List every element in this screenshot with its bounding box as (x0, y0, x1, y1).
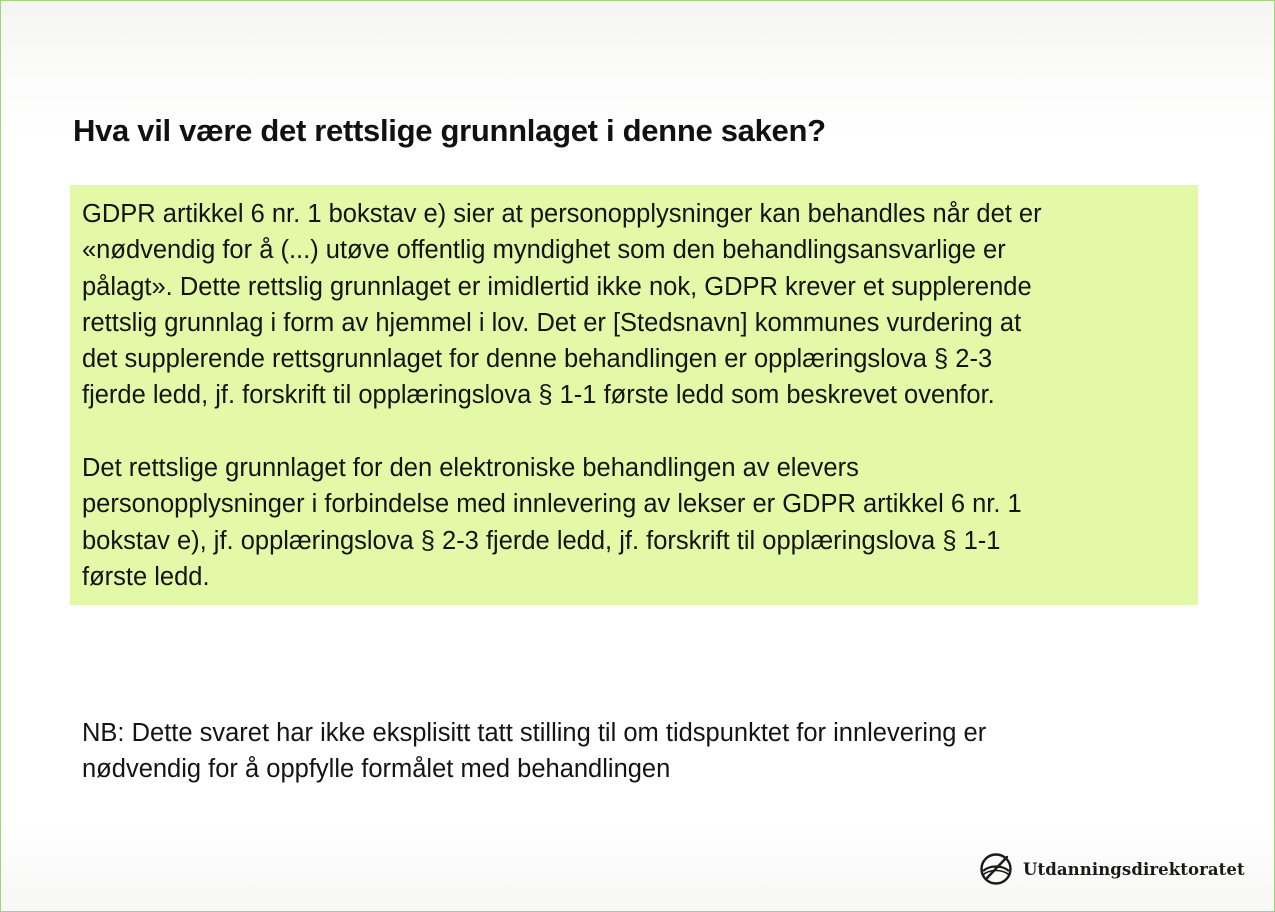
text-line: NB: Dette svaret har ikke eksplisitt tatt stilling til om tidspunktet for innlevering er (82, 719, 987, 747)
text-line: GDPR artikkel 6 nr. 1 bokstav e) sier at personopplysninger kan behandles når det er (82, 200, 1042, 228)
udir-logo-text: Utdanningsdirektoratet (1023, 859, 1245, 879)
udir-globe-icon (978, 851, 1014, 887)
text-line: første ledd. (82, 562, 210, 591)
highlight-box (70, 185, 1198, 605)
slide-title: Hva vil være det rettslige grunnlaget i denne saken? (73, 113, 826, 148)
text-line: bokstav e), jf. opplæringslova § 2-3 fjerde ledd, jf. forskrift til opplæringslova § 1-1 (82, 526, 1001, 555)
text-line: Det rettslige grunnlaget for den elektroniske behandlingen av elevers (82, 454, 859, 483)
text-line: rettslig grunnlag i form av hjemmel i lov. Det er [Stedsnavn] kommunes vurdering at (82, 308, 1022, 337)
text-line: det supplerende rettsgrunnlaget for denne behandlingen er opplæringslova § 2-3 (82, 345, 993, 374)
text-line: nødvendig for å oppfylle formålet med behandlingen (82, 755, 671, 784)
box-paragraph-1 (82, 196, 1186, 414)
box-paragraph-2 (82, 450, 1186, 595)
udir-logo (978, 851, 1245, 887)
note-text (82, 715, 1202, 788)
text-line: personopplysninger i forbindelse med innlevering av lekser er GDPR artikkel 6 nr. 1 (82, 490, 1022, 519)
text-line: fjerde ledd, jf. forskrift til opplæringslova § 1-1 første ledd som beskrevet ovenfor. (82, 381, 995, 410)
text-line: «nødvendig for å (...) utøve offentlig myndighet som den behandlingsansvarlige er (82, 236, 1006, 265)
text-line: pålagt». Dette rettslig grunnlaget er imidlertid ikke nok, GDPR krever et supplerende (82, 272, 1032, 301)
